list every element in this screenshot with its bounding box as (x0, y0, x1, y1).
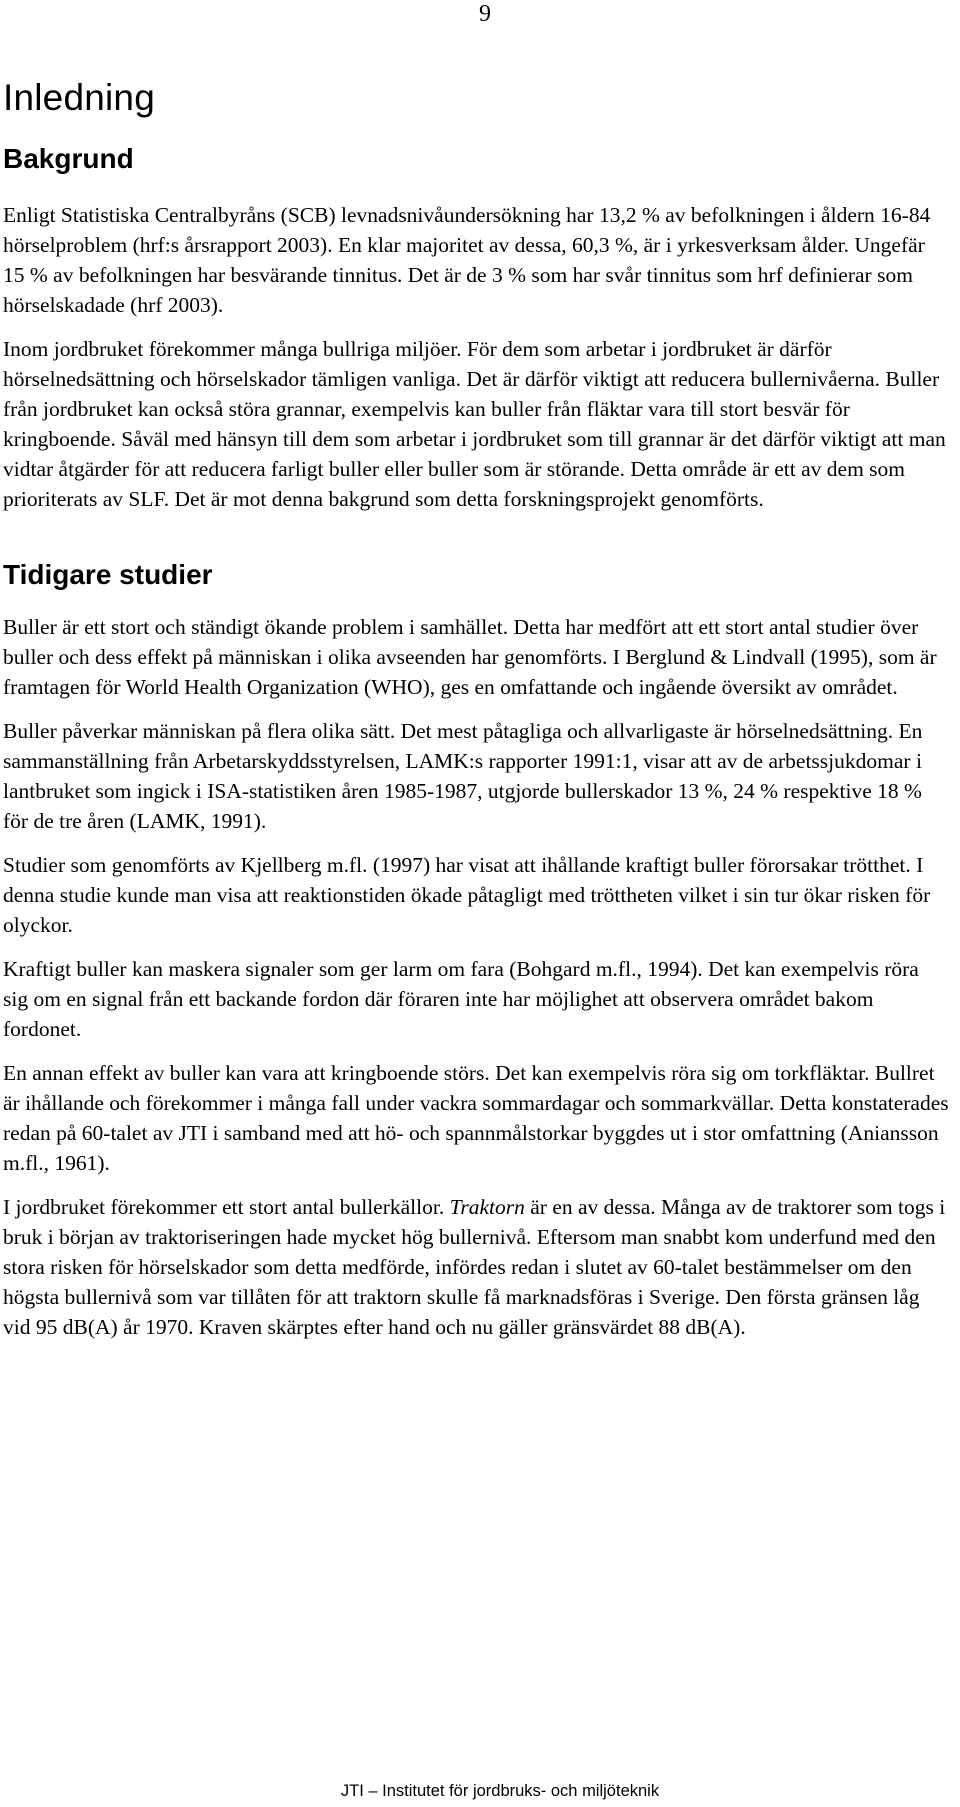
paragraph: Enligt Statistiska Centralbyråns (SCB) levnadsnivåundersökning har 13,2 % av befolkningen i åldern 16-84 hörselproblem (hrf:s årsrapport 2003). En klar majoritet av dessa, 60,3 %, är i yrkesverksam ålder. Ungefär 15 % av befolkningen har besvärande tinnitus. Det är de 3 % som har svår tinnitus som hrf definierar som hörselskadade (hrf 2003). (3, 203, 931, 317)
paragraph: Inom jordbruket förekommer många bullriga miljöer. För dem som arbetar i jordbruket är därför hörselnedsättning och hörselskador tämligen vanliga. Det är därför viktigt att reducera bullernivåerna. Buller från jordbruket kan också störa grannar, exempelvis kan buller från fläktar vara till stort besvär för kringboende. Såväl med hänsyn till dem som arbetar i jordbruket som till grannar är det därför viktigt att man vidtar åtgärder för att reducera farligt buller eller buller som är störande. Detta område är ett av dem som prioriterats av SLF. Det är mot denna bakgrund som detta forskningsprojekt genomförts. (3, 337, 946, 511)
page-number: 9 (479, 1, 491, 27)
paragraph: Buller påverkar människan på flera olika sätt. Det mest påtagliga och allvarligaste är hörselnedsättning. En sammanställning från Arbetarskyddsstyrelsen, LAMK:s rapporter 1991:1, visar att av de arbetssjukdomar i lantbruket som ingick i ISA-statistiken åren 1985-1987, utgjorde bullerskador 13 %, 24 % respektive 18 % för de tre åren (LAMK, 1991). (3, 719, 923, 833)
section-heading-bakgrund: Bakgrund (3, 143, 134, 174)
page-content (3, 76, 949, 1356)
paragraph-traktorn (3, 1192, 949, 1342)
page-footer: JTI – Institutet för jordbruks- och miljöteknik (340, 1782, 660, 1800)
paragraph: Studier som genomförts av Kjellberg m.fl. (1997) har visat att ihållande kraftigt buller förorsakar trötthet. I denna studie kunde man visa att reaktionstiden ökade påtagligt med tröttheten vilket i sin tur ökar risken för olyckor. (3, 853, 931, 937)
text-span: I jordbruket förekommer ett stort antal bullerkällor. (3, 1195, 450, 1219)
chapter-title: Inledning (3, 77, 155, 118)
section-heading-tidigare-studier: Tidigare studier (3, 559, 213, 590)
paragraph: Kraftigt buller kan maskera signaler som ger larm om fara (Bohgard m.fl., 1994). Det kan exempelvis röra sig om en signal från ett backande fordon där föraren inte har möjlighet att observera området bakom fordonet. (3, 957, 919, 1041)
paragraph: En annan effekt av buller kan vara att kringboende störs. Det kan exempelvis röra sig om torkfläktar. Bullret är ihållande och förekommer i många fall under vackra sommardagar och sommarkvällar. Detta konstaterades redan på 60-talet av JTI i samband med att hö- och spannmålstorkar byggdes ut i stor omfattning (Aniansson m.fl., 1961). (3, 1061, 949, 1175)
text-span: är en av dessa. Många av de traktorer som togs i bruk i början av traktoriseringen hade mycket hög bullernivå. Eftersom man snabbt kom underfund med den stora risken för hörselskador som detta medförde, infördes redan i slutet av 60-talet bestämmelser om den högsta bullernivå som var tillåten för att traktorn skulle få marknadsföras i Sverige. Den första gränsen låg vid 95 dB(A) år 1970. Kraven skärptes efter hand och nu gäller gränsvärdet 88 dB(A). (3, 1195, 946, 1339)
emphasis-traktorn: Traktorn (449, 1195, 525, 1219)
paragraph: Buller är ett stort och ständigt ökande problem i samhället. Detta har medfört att ett stort antal studier över buller och dess effekt på människan i olika avseenden har genomförts. I Berglund & Lindvall (1995), som är framtagen för World Health Organization (WHO), ges en omfattande och ingående översikt av området. (3, 615, 937, 699)
